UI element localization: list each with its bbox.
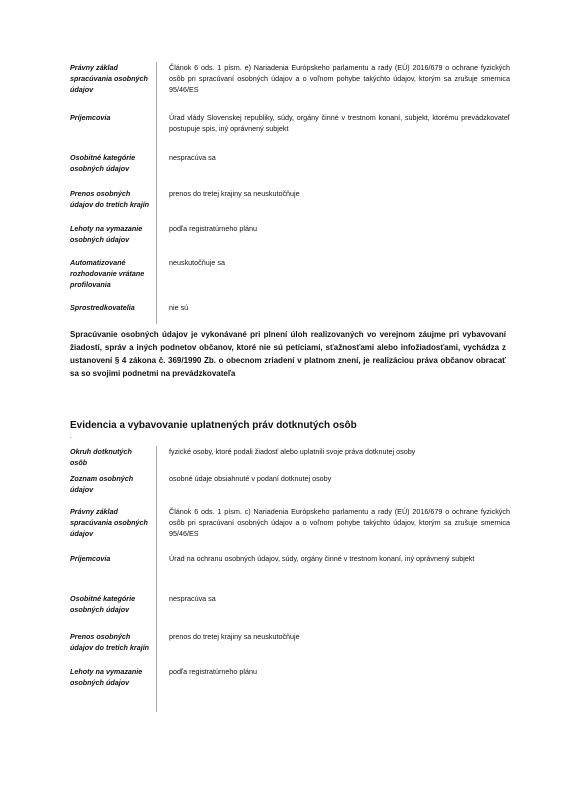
row-label: Osobitné kategórie osobných údajov <box>70 153 136 174</box>
row-value: Úrad na ochranu osobných údajov, súdy, orgány činné v trestnom konaní, iný oprávnený subjekt <box>156 553 510 593</box>
row-value: podľa registratúrneho plánu <box>156 223 510 257</box>
row-value: fyzické osoby, ktoré podali žiadosť alebo uplatnili svoje práva dotknutej osoby <box>156 446 510 473</box>
table-row <box>70 553 510 593</box>
stray-dot: . <box>70 434 72 440</box>
row-value: osobné údaje obsiahnuté v podaní dotknutej osoby <box>156 473 510 506</box>
row-value: prenos do tretej krajiny sa neuskutočňuje <box>156 188 510 223</box>
row-label: Prenos osobných údajov do tretích krajín <box>70 189 150 210</box>
row-label: Automatizované rozhodovanie vrátane profilovania <box>70 258 145 290</box>
row-value: Článok 6 ods. 1 písm. e) Nariadenia Európskeho parlamentu a rady (EÚ) 2016/679 o ochrane fyzických osôb pri spracúvaní osobných údajov a o voľnom pohybe takýchto údajov, ktorým sa zrušuje smernica 95/46/ES <box>156 62 510 112</box>
row-value: prenos do tretej krajiny sa neuskutočňuje <box>156 631 510 666</box>
row-value: nespracúva sa <box>156 593 510 631</box>
row-label: Okruh dotknutých osôb <box>70 447 132 468</box>
table-row <box>70 62 510 112</box>
row-value: nespracúva sa <box>156 152 510 188</box>
row-label: Lehoty na vymazanie osobných údajov <box>70 224 143 245</box>
legal-basis-paragraph: Spracúvanie osobných údajov je vykonávané pri plnení úloh realizovaných vo verejnom záujme pri vybavovaní žiadostí, správ a iných podnetov občanov, ktoré nie sú petíciami, sťažnosťami alebo infožiadosťami, vychádza z ustanovení § 4 zákona č. 369/1990 Zb. o obecnom zriadení v platnom znení, je realizáciou práva občanov obracať sa so svojimi podnetmi na prevádzkovateľa <box>70 330 506 378</box>
row-label: Sprostredkovatelia <box>70 303 135 312</box>
table-row <box>70 152 510 188</box>
row-label: Osobitné kategórie osobných údajov <box>70 594 136 615</box>
table-row <box>70 112 510 152</box>
processing-table-1 <box>70 62 510 324</box>
table-row <box>70 223 510 257</box>
row-value: neuskutočňuje sa <box>156 257 510 302</box>
table-row <box>70 446 510 473</box>
row-label: Zoznam osobných údajov <box>70 474 134 495</box>
section-heading: Evidencia a vybavovanie uplatnených práv dotknutých osôb <box>70 420 357 431</box>
row-value: podľa registratúrneho plánu <box>156 666 510 712</box>
processing-table-2 <box>70 446 510 712</box>
table-row <box>70 188 510 223</box>
row-value: Úrad vlády Slovenskej republiky, súdy, orgány činné v trestnom konaní, subjekt, ktorému prevádzkovateľ postupuje spis, iný oprávnený subjekt <box>156 112 510 152</box>
table-row <box>70 593 510 631</box>
row-label: Príjemcovia <box>70 554 111 563</box>
table-row <box>70 473 510 506</box>
row-label: Príjemcovia <box>70 113 111 122</box>
row-value: nie sú <box>156 302 510 324</box>
row-value: Článok 6 ods. 1 písm. c) Nariadenia Európskeho parlamentu a rady (EÚ) 2016/679 o ochrane fyzických osôb pri spracúvaní osobných údajov a o voľnom pohybe takýchto údajov, ktorým sa zrušuje smernica 95/46/ES <box>156 506 510 553</box>
row-label: Prenos osobných údajov do tretích krajín <box>70 632 150 653</box>
row-label: Právny základ spracúvania osobných údajov <box>70 63 148 95</box>
row-label: Lehoty na vymazanie osobných údajov <box>70 667 143 688</box>
table-row <box>70 666 510 712</box>
table-row <box>70 506 510 553</box>
table-row <box>70 302 510 324</box>
table-row <box>70 257 510 302</box>
row-label: Právny základ spracúvania osobných údajov <box>70 507 148 539</box>
table-row <box>70 631 510 666</box>
